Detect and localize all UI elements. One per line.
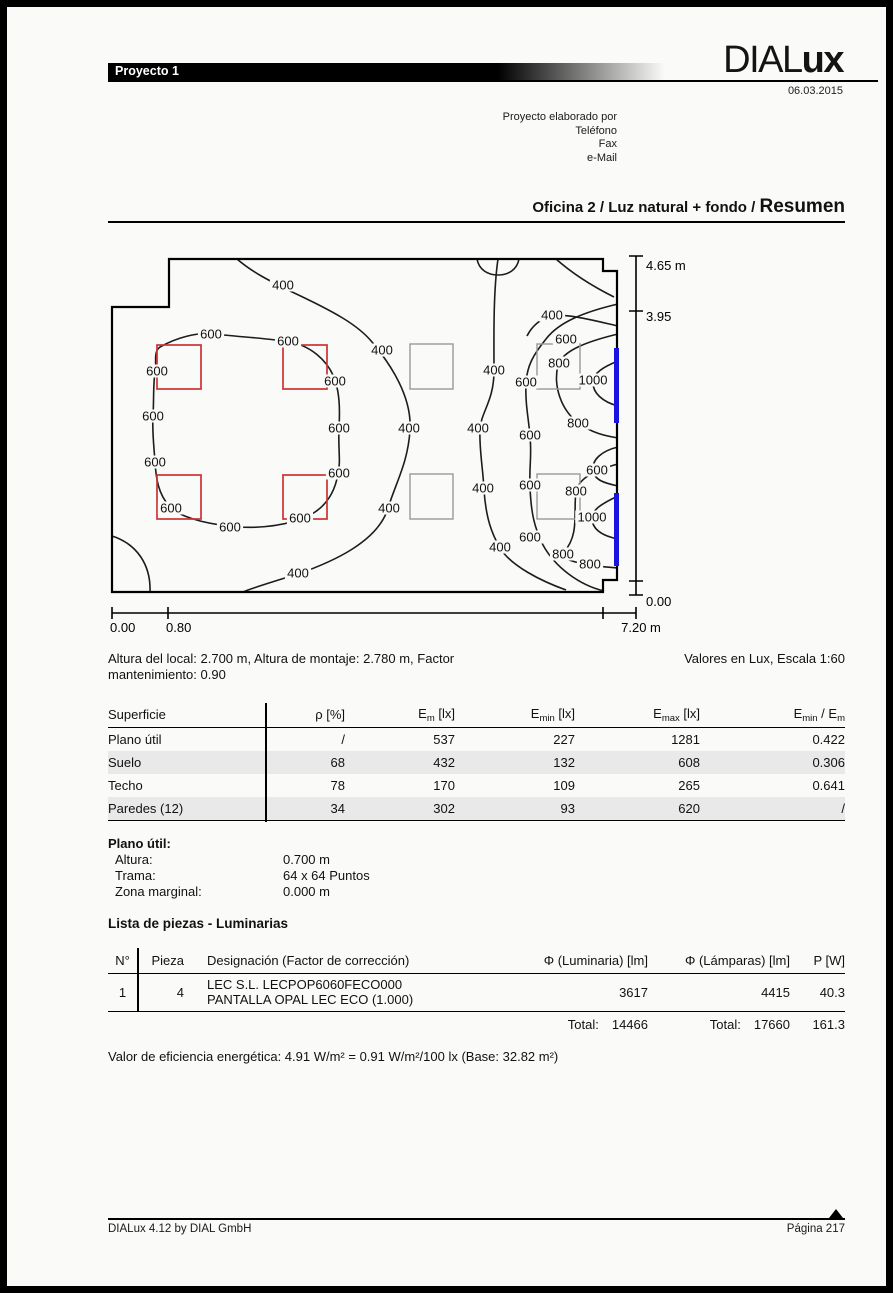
logo-prefix: DIAL bbox=[723, 39, 802, 81]
table-cell: 1281 bbox=[671, 731, 700, 747]
designation-line: PANTALLA OPAL LEC ECO (1.000) bbox=[207, 992, 414, 1007]
cell-flux-lamps: 4415 bbox=[761, 984, 790, 1000]
contour-label: 400 bbox=[483, 362, 505, 378]
contour-label: 600 bbox=[328, 420, 350, 436]
table-cell: / bbox=[841, 801, 845, 817]
table-cell: 68 bbox=[330, 754, 345, 770]
contour-labels bbox=[140, 278, 610, 581]
luminaire-table bbox=[108, 948, 845, 1036]
luminaire-markers bbox=[157, 345, 327, 519]
contour-label: 600 bbox=[144, 454, 166, 470]
contour-label: 400 bbox=[371, 342, 393, 358]
table-cell: 302 bbox=[433, 801, 455, 817]
footer-triangle-icon bbox=[829, 1209, 843, 1218]
column-header: Φ (Lámparas) [lm] bbox=[684, 953, 790, 968]
room-meta-text: Altura del local: 2.700 m, Altura de montaje: 2.780 m, Factor mantenimiento: 0.90 bbox=[108, 651, 455, 682]
column-header: $E_m$ [lx] bbox=[418, 705, 455, 724]
footer-right: Página 217 bbox=[786, 1223, 845, 1235]
page-title bbox=[108, 196, 845, 218]
column-header: Pieza bbox=[151, 953, 184, 968]
contact-line: e-Mail bbox=[587, 151, 617, 164]
plano-util-row bbox=[115, 884, 370, 900]
column-header: ρ [%] bbox=[315, 707, 345, 723]
contour-label: 1000 bbox=[577, 509, 607, 525]
dimension-labels bbox=[110, 258, 686, 635]
contour-label: 600 bbox=[519, 427, 541, 443]
title-section: Resumen bbox=[759, 196, 845, 217]
dim-label: 0.00 bbox=[110, 620, 136, 635]
designation-line: LEC S.L. LECPOP6060FECO000 bbox=[207, 977, 403, 992]
luminaire-table-header bbox=[108, 948, 845, 974]
project-name: Proyecto 1 bbox=[115, 64, 179, 78]
table-row bbox=[108, 728, 845, 751]
page-content bbox=[7, 7, 886, 1286]
column-header: Superficie bbox=[108, 707, 166, 723]
table-cell: / bbox=[341, 731, 345, 747]
plano-util-label: Altura: bbox=[115, 852, 153, 867]
contour-label: 600 bbox=[324, 373, 346, 389]
dim-label: 4.65 m bbox=[646, 258, 686, 273]
contour-label: 600 bbox=[519, 477, 541, 493]
table-cell: 0.641 bbox=[812, 777, 845, 793]
table-cell: Paredes (12) bbox=[108, 801, 184, 817]
dim-label: 7.20 m bbox=[621, 620, 661, 635]
table-row bbox=[108, 797, 845, 820]
title-room: Oficina 2 / Luz natural + fondo / bbox=[532, 199, 760, 216]
table-cell: 109 bbox=[553, 777, 575, 793]
column-header: Designación (Factor de corrección) bbox=[207, 953, 410, 968]
table-cell: Techo bbox=[108, 777, 143, 793]
totals-label: Total: bbox=[567, 1016, 599, 1032]
footer-rule bbox=[108, 1218, 845, 1220]
contour-label: 600 bbox=[586, 462, 608, 478]
cell-flux-luminaire: 3617 bbox=[619, 984, 648, 1000]
table-cell: 537 bbox=[433, 731, 455, 747]
contour-label: 600 bbox=[328, 465, 350, 481]
surface-table-body bbox=[108, 728, 845, 821]
contour-label: 400 bbox=[467, 420, 489, 436]
dim-label: 3.95 bbox=[646, 309, 672, 324]
dim-label: 0.00 bbox=[646, 594, 672, 609]
table-cell: 227 bbox=[553, 731, 575, 747]
totals-label: Total: bbox=[709, 1016, 741, 1032]
luminaire-row bbox=[108, 974, 845, 1012]
contour-label: 400 bbox=[378, 500, 400, 516]
contour-label: 800 bbox=[548, 355, 570, 371]
column-header: Φ (Luminaria) [lm] bbox=[543, 953, 648, 968]
contour-label: 600 bbox=[200, 326, 222, 342]
contour-label: 1000 bbox=[578, 372, 608, 388]
contact-line: Fax bbox=[598, 138, 617, 150]
contour-label: 600 bbox=[515, 374, 537, 390]
contour-label: 600 bbox=[519, 529, 541, 545]
contour-label: 400 bbox=[489, 539, 511, 555]
contour-label: 600 bbox=[289, 510, 311, 526]
table-cell: 93 bbox=[560, 801, 575, 817]
column-header: $E_{min} / E_m$ bbox=[793, 705, 845, 724]
contour-label: 400 bbox=[287, 565, 309, 581]
column-header: N° bbox=[115, 953, 130, 968]
contour-label: 800 bbox=[565, 483, 587, 499]
cell-qty: 4 bbox=[176, 984, 184, 1000]
contour-label: 800 bbox=[567, 415, 589, 431]
project-title-bar bbox=[108, 63, 665, 80]
totals-power: 161.3 bbox=[812, 1016, 845, 1032]
totals-row bbox=[108, 1012, 845, 1036]
contour-label: 600 bbox=[142, 408, 164, 424]
plano-util-value: 64 x 64 Puntos bbox=[283, 868, 370, 883]
surface-table-header bbox=[108, 703, 845, 728]
room-meta bbox=[108, 651, 845, 683]
plano-util-section bbox=[108, 835, 370, 900]
contact-line: Teléfono bbox=[575, 124, 617, 137]
table-cell: 432 bbox=[433, 754, 455, 770]
contact-line: Proyecto elaborado por bbox=[502, 111, 617, 123]
plano-util-value: 0.700 m bbox=[283, 852, 330, 867]
contour-label: 400 bbox=[272, 277, 294, 293]
contact-block bbox=[317, 111, 617, 165]
table-cell: Plano útil bbox=[108, 731, 162, 747]
title-rule bbox=[108, 221, 845, 223]
isolux-plot bbox=[90, 245, 700, 645]
totals-flux-lamps bbox=[648, 1017, 790, 1032]
table-row bbox=[108, 751, 845, 774]
contour-label: 800 bbox=[552, 546, 574, 562]
contour-label: 600 bbox=[219, 519, 241, 535]
table-cell: 608 bbox=[678, 754, 700, 770]
column-header: $E_{min}$ [lx] bbox=[530, 705, 575, 724]
contour-label: 800 bbox=[579, 556, 601, 572]
contour-label: 400 bbox=[541, 307, 563, 323]
totals-flux-luminaire bbox=[495, 1017, 648, 1032]
footer bbox=[108, 1223, 845, 1235]
cell-designation bbox=[184, 977, 495, 1007]
column-header: P [W] bbox=[813, 953, 845, 968]
table-cell: 170 bbox=[433, 777, 455, 793]
logo-suffix: ux bbox=[801, 39, 843, 81]
dialux-logo bbox=[690, 39, 843, 81]
furniture-marker bbox=[410, 344, 453, 389]
luminaire-list-heading: Lista de piezas - Luminarias bbox=[108, 916, 289, 931]
cell-no: 1 bbox=[118, 984, 127, 1000]
plano-util-label: Trama: bbox=[115, 868, 156, 883]
column-header: $E_{max}$ [lx] bbox=[653, 705, 700, 724]
furniture-marker bbox=[410, 474, 453, 519]
contour-label: 400 bbox=[398, 420, 420, 436]
cell-power: 40.3 bbox=[819, 984, 845, 1000]
contour-label: 600 bbox=[555, 331, 577, 347]
table-row bbox=[108, 774, 845, 797]
meta-values-note: Valores en Lux, Escala 1:60 bbox=[684, 651, 845, 666]
report-page bbox=[7, 7, 886, 1286]
table-cell: 132 bbox=[553, 754, 575, 770]
plano-util-row bbox=[115, 852, 370, 868]
surface-table bbox=[108, 703, 845, 821]
luminaire-table-divider bbox=[137, 948, 139, 1012]
surface-table-divider bbox=[265, 703, 267, 822]
report-date: 06.03.2015 bbox=[787, 85, 843, 97]
table-cell: 78 bbox=[330, 777, 345, 793]
efficiency-note: Valor de eficiencia energética: 4.91 W/m² = 0.91 W/m²/100 lx (Base: 32.82 m²) bbox=[108, 1049, 559, 1064]
table-cell: 0.306 bbox=[812, 754, 845, 770]
plano-util-heading: Plano útil: bbox=[108, 836, 171, 851]
plano-util-value: 0.000 m bbox=[283, 884, 330, 899]
contour-label: 600 bbox=[146, 363, 168, 379]
table-cell: 620 bbox=[678, 801, 700, 817]
dim-label: 0.80 bbox=[166, 620, 192, 635]
totals-value: 14466 bbox=[611, 1016, 648, 1032]
contour-label: 400 bbox=[472, 480, 494, 496]
totals-value: 17660 bbox=[753, 1016, 790, 1032]
contour-label: 600 bbox=[160, 500, 182, 516]
table-cell: 0.422 bbox=[812, 731, 845, 747]
table-cell: Suelo bbox=[108, 754, 142, 770]
footer-left: DIALux 4.12 by DIAL GmbH bbox=[108, 1223, 252, 1235]
table-cell: 34 bbox=[330, 801, 345, 817]
table-cell: 265 bbox=[678, 777, 700, 793]
plano-util-row bbox=[115, 868, 370, 884]
luminaire-marker bbox=[283, 345, 327, 389]
luminaire-table-body bbox=[108, 974, 845, 1012]
contour-label: 600 bbox=[277, 333, 299, 349]
plano-util-label: Zona marginal: bbox=[115, 884, 202, 899]
